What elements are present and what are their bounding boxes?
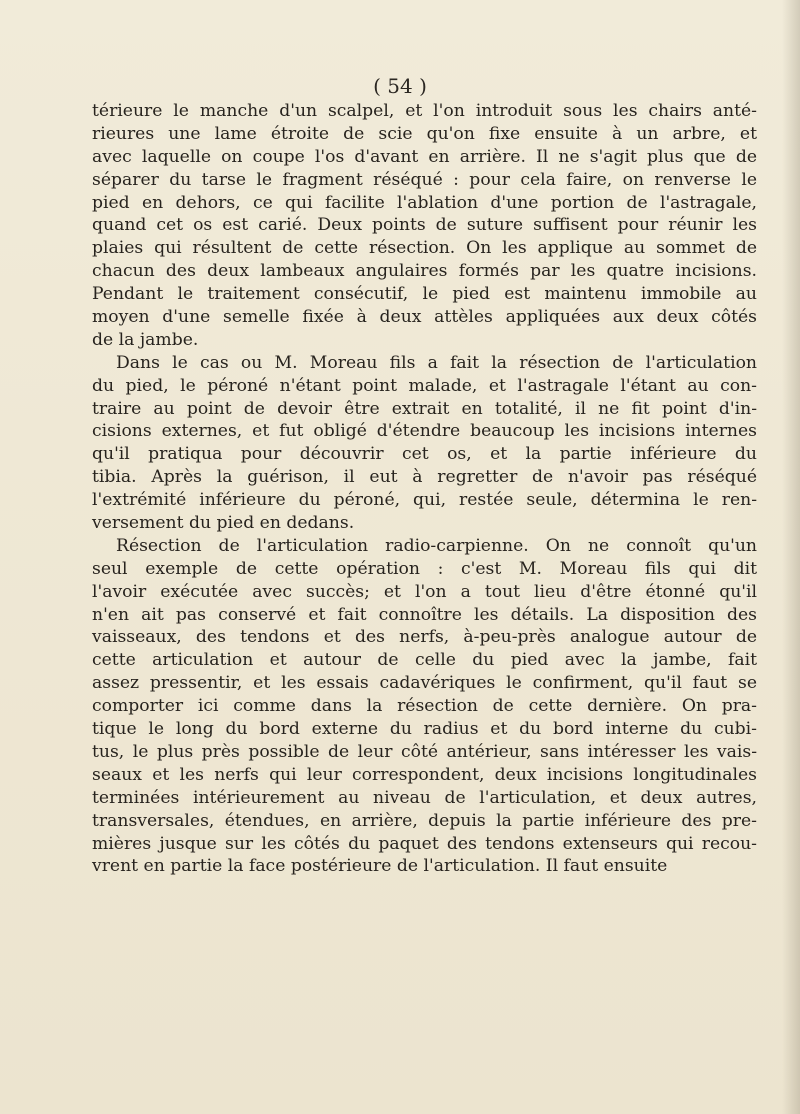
text-line: du pied, le péroné n'étant point malade, et l'astragale l'étant au con- [92,375,757,396]
text-line: cisions externes, et fut obligé d'étendre beaucoup les incisions internes [92,421,757,442]
page-edge-shadow [782,0,800,1114]
text-line: Résection de l'articulation radio-carpienne. On ne connoît qu'un [116,535,757,556]
text-line: comporter ici comme dans la résection de cette dernière. On pra- [92,696,757,717]
body-text [92,100,757,878]
text-line: versement du pied en dedans. [92,513,355,534]
text-line: chacun des deux lambeaux angulaires formés par les quatre incisions. [92,261,757,282]
text-line: tus, le plus près possible de leur côté antérieur, sans intéresser les vais- [92,741,757,762]
text-line: avec laquelle on coupe l'os d'avant en arrière. Il ne s'agit plus que de [92,146,757,167]
text-line: de la jambe. [92,329,199,350]
text-line: moyen d'une semelle fixée à deux attèles appliquées aux deux côtés [92,307,757,328]
text-line: tibia. Après la guérison, il eut à regretter de n'avoir pas réséqué [92,467,757,488]
text-line: assez pressentir, et les essais cadavériques le confirment, qu'il faut se [92,673,757,694]
text-line: rieures une lame étroite de scie qu'on fixe ensuite à un arbre, et [92,123,757,144]
text-line: l'extrémité inférieure du péroné, qui, restée seule, détermina le ren- [92,490,757,511]
text-line: qu'il pratiqua pour découvrir cet os, et la partie inférieure du [92,444,757,465]
text-line: vaisseaux, des tendons et des nerfs, à-peu-près analogue autour de [92,627,757,648]
text-line: transversales, étendues, en arrière, depuis la partie inférieure des pre- [92,810,757,831]
text-line: séparer du tarse le fragment réséqué : pour cela faire, on renverse le [92,169,757,190]
page-number: ( 54 ) [373,74,427,98]
text-line: mières jusque sur les côtés du paquet des tendons extenseurs qui recou- [92,833,757,854]
text-line: Dans le cas ou M. Moreau fils a fait la résection de l'articulation [116,352,757,373]
text-line: cette articulation et autour de celle du pied avec la jambe, fait [92,650,757,671]
text-line: térieure le manche d'un scalpel, et l'on introduit sous les chairs anté- [92,101,757,121]
text-line: seaux et les nerfs qui leur correspondent, deux incisions longitudinales [92,764,757,785]
text-line: terminées intérieurement au niveau de l'articulation, et deux autres, [92,787,757,808]
text-line: traire au point de devoir être extrait en totalité, il ne fit point d'in- [92,398,757,419]
text-line: l'avoir exécutée avec succès; et l'on a tout lieu d'être étonné qu'il [92,581,757,602]
text-line: Pendant le traitement consécutif, le pied est maintenu immobile au [92,284,757,305]
text-line: quand cet os est carié. Deux points de suture suffisent pour réunir les [92,215,757,236]
text-line: seul exemple de cette opération : c'est M. Moreau fils qui dit [92,558,757,579]
text-line: plaies qui résultent de cette résection. On les applique au sommet de [92,238,757,259]
text-line: n'en ait pas conservé et fait connoître les détails. La disposition des [92,604,757,625]
text-line: vrent en partie la face postérieure de l'articulation. Il faut ensuite [92,856,668,877]
text-line: pied en dehors, ce qui facilite l'ablation d'une portion de l'astragale, [92,192,757,213]
text-line: tique le long du bord externe du radius et du bord interne du cubi- [92,719,757,740]
